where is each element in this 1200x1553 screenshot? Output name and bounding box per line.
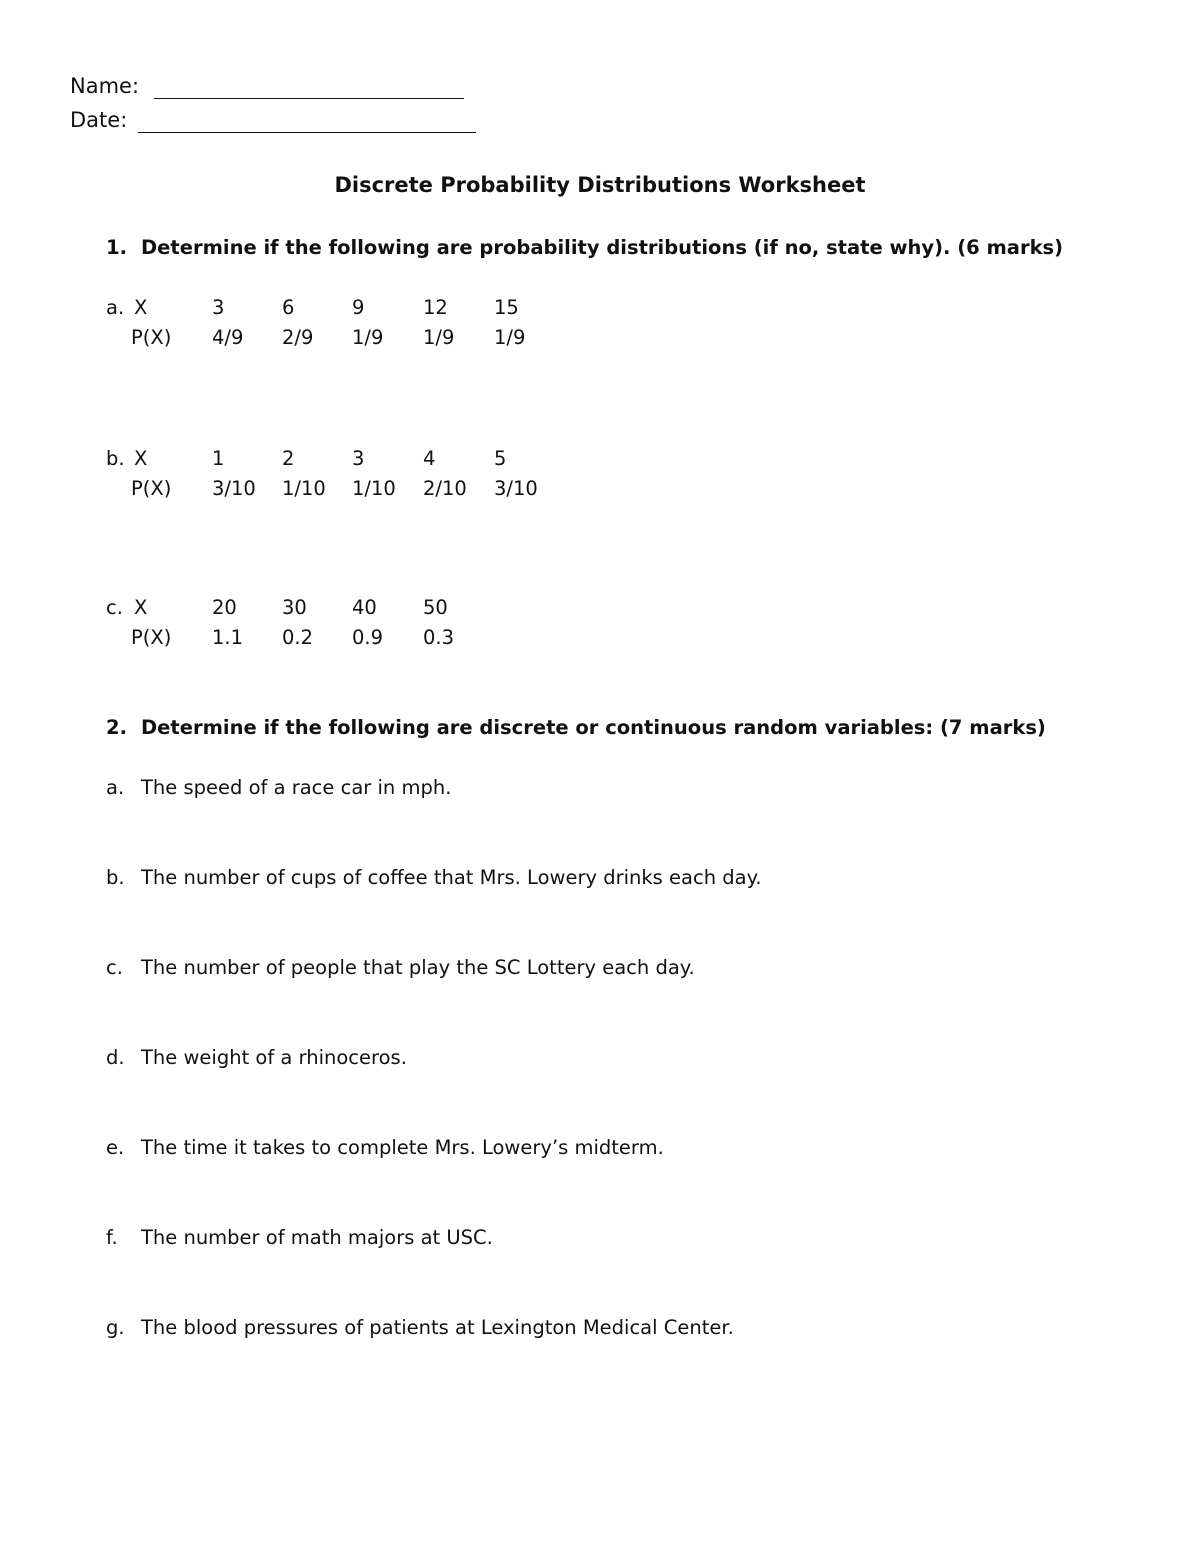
item-letter: a. [106, 776, 125, 799]
x-value-cell: 15 [494, 296, 519, 319]
probability-cell: 0.3 [423, 626, 455, 649]
table-letter: c. [106, 596, 123, 619]
x-value-cell: 12 [423, 296, 448, 319]
x-value-cell: 30 [282, 596, 307, 619]
probability-cell: 1/10 [282, 477, 326, 500]
item-text: The speed of a race car in mph. [141, 776, 452, 799]
x-value-cell: 6 [282, 296, 295, 319]
name-label: Name: [70, 74, 140, 98]
item-text: The number of math majors at USC. [141, 1226, 493, 1249]
x-value-cell: 2 [282, 447, 295, 470]
item-text: The number of people that play the SC Lottery each day. [141, 956, 695, 979]
x-value-cell: 20 [212, 596, 237, 619]
item-letter: f. [106, 1226, 118, 1249]
item-letter: b. [106, 866, 125, 889]
date-field[interactable] [138, 132, 476, 133]
probability-cell: 3/10 [212, 477, 256, 500]
item-text: The weight of a rhinoceros. [141, 1046, 407, 1069]
table-letter: a. [106, 296, 125, 319]
item-letter: d. [106, 1046, 125, 1069]
probability-cell: 0.2 [282, 626, 314, 649]
x-value-cell: 50 [423, 596, 448, 619]
probability-cell: 1.1 [212, 626, 244, 649]
name-field[interactable] [154, 98, 464, 99]
probability-cell: 1/10 [352, 477, 396, 500]
item-text: The time it takes to complete Mrs. Lowery’s midterm. [141, 1136, 664, 1159]
x-value-cell: 4 [423, 447, 436, 470]
probability-cell: 2/10 [423, 477, 467, 500]
x-value-cell: 5 [494, 447, 507, 470]
date-label: Date: [70, 108, 128, 132]
x-value-cell: 40 [352, 596, 377, 619]
table-letter: b. [106, 447, 125, 470]
x-value-cell: 3 [212, 296, 225, 319]
item-letter: g. [106, 1316, 125, 1339]
question-1-number: 1. [106, 236, 127, 259]
probability-cell: 4/9 [212, 326, 244, 349]
x-row-label: X [134, 447, 148, 470]
probability-cell: 1/9 [423, 326, 455, 349]
item-letter: c. [106, 956, 123, 979]
x-value-cell: 9 [352, 296, 365, 319]
px-row-label: P(X) [131, 626, 172, 649]
x-value-cell: 3 [352, 447, 365, 470]
probability-cell: 3/10 [494, 477, 538, 500]
question-2-text: Determine if the following are discrete or continuous random variables: (7 marks) [141, 716, 1046, 739]
probability-cell: 0.9 [352, 626, 384, 649]
question-2-number: 2. [106, 716, 127, 739]
x-row-label: X [134, 296, 148, 319]
x-row-label: X [134, 596, 148, 619]
question-1-text: Determine if the following are probability distributions (if no, state why). (6 marks) [141, 236, 1064, 259]
px-row-label: P(X) [131, 326, 172, 349]
page-title: Discrete Probability Distributions Worksheet [334, 173, 866, 197]
item-text: The blood pressures of patients at Lexington Medical Center. [141, 1316, 734, 1339]
probability-cell: 2/9 [282, 326, 314, 349]
x-value-cell: 1 [212, 447, 225, 470]
probability-cell: 1/9 [494, 326, 526, 349]
px-row-label: P(X) [131, 477, 172, 500]
probability-cell: 1/9 [352, 326, 384, 349]
item-letter: e. [106, 1136, 125, 1159]
item-text: The number of cups of coffee that Mrs. Lowery drinks each day. [141, 866, 762, 889]
